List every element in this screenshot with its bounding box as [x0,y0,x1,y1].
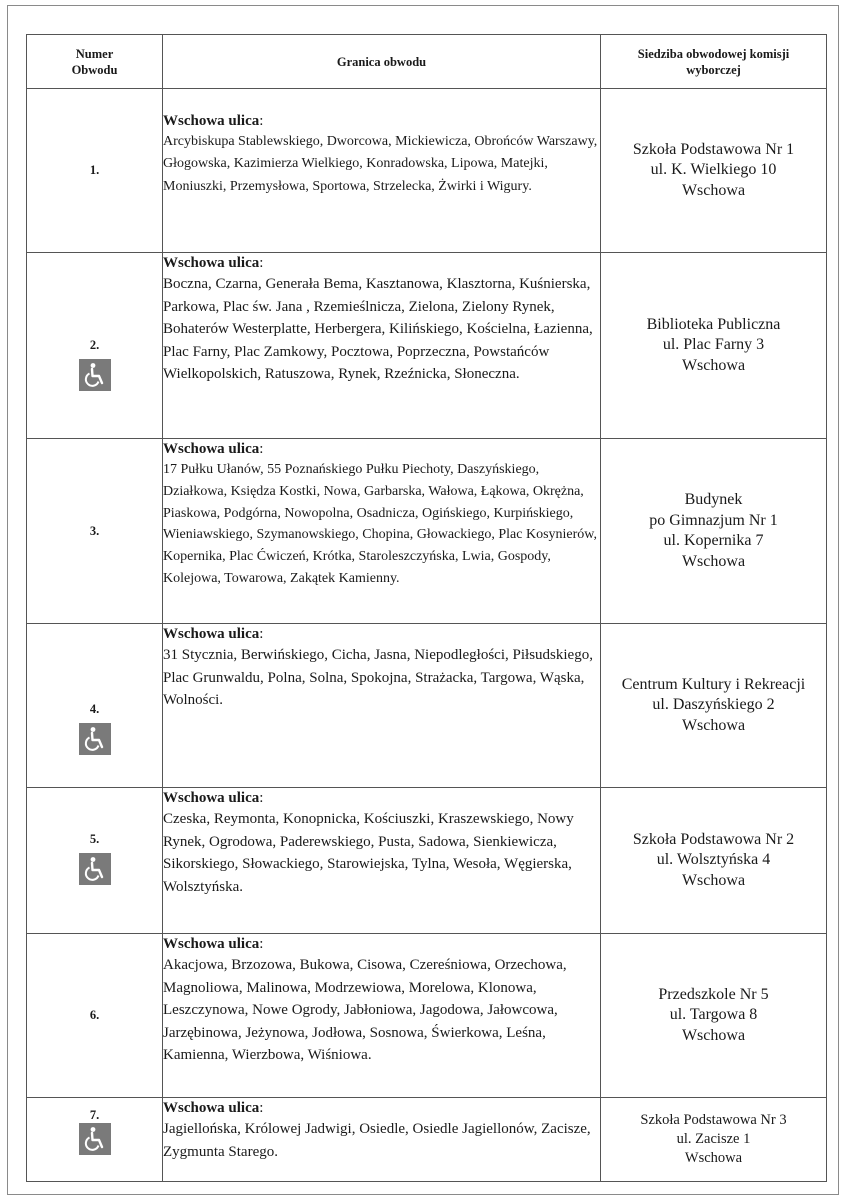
seat-city: Wschowa [681,552,746,570]
street-list: Jagiellońska, Królowej Jadwigi, Osiedle, Osiedle Jagiellonów, Zacisze, Zygmunta Starego. [163,1121,591,1160]
seat-city: Wschowa [681,181,746,199]
district-number: 2. [89,338,100,352]
street-lead-text: Wschowa ulica [163,936,260,952]
commission-seat-cell [601,1098,827,1182]
seat-address: ul. Targowa 8 [669,1006,758,1024]
table-row [27,1098,827,1182]
district-number: 4. [89,702,100,716]
wheelchair-accessible-icon [79,1123,111,1155]
district-number-cell [27,1098,163,1182]
street-list: Czeska, Reymonta, Konopnicka, Kościuszki, Kraszewskiego, Nowy Rynek, Ogrodowa, Paderewskiego, Pusta, Sadowa, Sienkiewicza, Sikorskiego, Słowackiego, Starowiejska, Tylna, Wesoła, Węgierska, Wolsztyńska. [163,811,574,895]
seat-address: ul. Wolsztyńska 4 [656,851,771,869]
seat-city: Wschowa [681,716,746,734]
district-boundary-cell [163,439,601,624]
street-lead-text: Wschowa ulica [163,113,260,129]
district-boundary-cell [163,624,601,788]
seat-name: Szkoła Podstawowa Nr 2 [632,830,795,848]
commission-seat-cell [601,934,827,1098]
district-boundary-cell [163,89,601,253]
seat-city: Wschowa [681,356,746,374]
seat-name: Przedszkole Nr 5 [658,985,769,1003]
seat-name: Biblioteka Publiczna [646,315,781,333]
table-row [27,624,827,788]
district-boundary-cell [163,253,601,439]
street-lead: Wschowa ulica: [163,255,264,271]
header-commission-seat: Siedziba obwodowej komisji wyborczej [601,35,827,89]
district-number-cell [27,788,163,934]
street-lead-text: Wschowa ulica [163,626,260,642]
table-row [27,439,827,624]
commission-seat-cell [601,788,827,934]
seat-address: ul. Kopernika 7 [663,532,764,549]
district-number: 3. [89,523,100,538]
street-lead: Wschowa ulica: [163,113,264,129]
header-district-number: Numer Obwodu [27,35,163,89]
district-boundary-cell [163,934,601,1098]
street-lead: Wschowa ulica: [163,1100,264,1116]
seat-city: Wschowa [681,1026,746,1044]
street-lead-text: Wschowa ulica [163,441,260,457]
seat-name: Szkoła Podstawowa Nr 3 [640,1112,787,1128]
street-lead-text: Wschowa ulica [163,790,260,806]
seat-city: Wschowa [684,1150,743,1166]
table-row [27,788,827,934]
district-number-cell [27,439,163,624]
seat-address: ul. Zacisze 1 [676,1131,751,1147]
seat-address: ul. K. Wielkiego 10 [650,161,777,179]
street-lead-text: Wschowa ulica [163,255,260,271]
street-lead: Wschowa ulica: [163,441,264,457]
street-list: 17 Pułku Ułanów, 55 Poznańskiego Pułku Piechoty, Daszyńskiego, Działkowa, Księdza Kostki, Nowa, Garbarska, Wałowa, Łąkowa, Okrężna, Piaskowa, Podgórna, Nowopolna, Osadnicza, Ogińskiego, Kurpińskiego, Wieniawskiego, Szymanowskiego, Chopina, Głowackiego, Plac Kosynierów, Kopernika, Plac Ćwiczeń, Krótka, Staroleszczyńska, Lwia, Gospody, Kolejowa, Towarowa, Zakątek Kamienny. [163,462,597,586]
street-list: Akacjowa, Brzozowa, Bukowa, Cisowa, Czereśniowa, Orzechowa, Magnoliowa, Malinowa, Modrzewiowa, Morelowa, Klonowa, Leszczynowa, Nowe Ogrody, Jabłoniowa, Jagodowa, Jałowcowa, Jarzębinowa, Jeżynowa, Jodłowa, Sosnowa, Świerkowa, Leśna, Kamienna, Wierzbowa, Wiśniowa. [163,957,567,1064]
commission-seat-cell [601,89,827,253]
street-lead: Wschowa ulica: [163,790,264,806]
district-number: 7. [89,1108,100,1122]
seat-address: ul. Daszyńskiego 2 [652,696,775,714]
district-number-cell [27,253,163,439]
table-row [27,934,827,1098]
street-lead-text: Wschowa ulica [163,1100,260,1116]
seat-name: Centrum Kultury i Rekreacji [621,675,806,693]
header-district-boundary: Granica obwodu [163,35,601,89]
district-number-cell [27,934,163,1098]
district-boundary-cell [163,788,601,934]
district-boundary-cell [163,1098,601,1182]
electoral-districts-table [26,34,827,1182]
table-header-row [27,35,827,89]
seat-name: Budynek [684,491,743,508]
wheelchair-accessible-icon [79,853,111,885]
wheelchair-accessible-icon [79,723,111,755]
street-list: Boczna, Czarna, Generała Bema, Kasztanowa, Klasztorna, Kuśnierska, Parkowa, Plac św. Jana , Rzemieślnicza, Zielona, Zielony Rynek, Bohaterów Westerplatte, Herbergera, Kilińskiego, Kościelna, Łazienna, Plac Farny, Plac Zamkowy, Pocztowa, Poprzeczna, Powstańców Wielkopolskich, Ratuszowa, Rynek, Rzeźnicka, Słoneczna. [163,276,593,383]
street-lead: Wschowa ulica: [163,936,264,952]
street-list: 31 Stycznia, Berwińskiego, Cicha, Jasna, Niepodległości, Piłsudskiego, Plac Grunwaldu, Polna, Solna, Spokojna, Strażacka, Targowa, Wąska, Wolności. [163,647,593,709]
seat-city: Wschowa [681,871,746,889]
wheelchair-accessible-icon [79,359,111,391]
district-number-cell [27,89,163,253]
commission-seat-cell [601,439,827,624]
commission-seat-cell [601,253,827,439]
table-row [27,89,827,253]
seat-name-continued: po Gimnazjum Nr 1 [649,511,778,529]
district-number: 6. [89,1008,100,1022]
district-number: 1. [89,163,100,177]
street-list: Arcybiskupa Stablewskiego, Dworcowa, Mickiewicza, Obrońców Warszawy, Głogowska, Kazimierza Wielkiego, Konradowska, Lipowa, Matejki, Moniuszki, Przemysłowa, Sportowa, Strzelecka, Żwirki i Wigury. [163,134,598,194]
street-lead: Wschowa ulica: [163,626,264,642]
table-row [27,253,827,439]
seat-address: ul. Plac Farny 3 [662,336,765,354]
district-number-cell [27,624,163,788]
district-number: 5. [89,832,100,846]
seat-name: Szkoła Podstawowa Nr 1 [632,140,795,158]
commission-seat-cell [601,624,827,788]
